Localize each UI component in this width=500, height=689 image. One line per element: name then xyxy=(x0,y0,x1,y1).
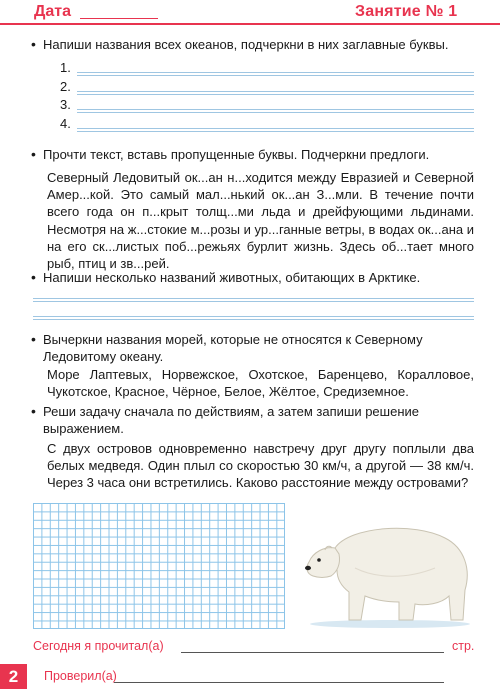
bullet-icon: • xyxy=(31,331,36,347)
task-oceans xyxy=(31,36,481,53)
grid-workspace[interactable] xyxy=(33,503,285,629)
answer-line-3[interactable] xyxy=(77,109,474,113)
problem-text: С двух островов одновременно навстречу друг другу поплыли два белых медведя. Один плыл со скоростью 30 км/ч, а другой — 38 км/ч. Через 3 часа они встретились. Каково расстояние между островами? xyxy=(47,441,474,491)
answer-line-1[interactable] xyxy=(77,72,474,76)
lesson-no-sign: № xyxy=(425,3,444,20)
bullet-icon: • xyxy=(31,403,36,419)
answer-line-label-3: 3. xyxy=(60,97,71,112)
lesson-number: 1 xyxy=(448,3,458,20)
header-divider xyxy=(0,23,500,25)
answer-line-label-1: 1. xyxy=(60,60,71,75)
task-animals-prompt: Напиши несколько названий животных, обитающих в Арктике. xyxy=(43,270,421,285)
page-number: 2 xyxy=(0,664,27,689)
answer-line-4[interactable] xyxy=(77,128,474,132)
task-reading-prompt: Прочти текст, вставь пропущенные буквы. Подчеркни предлоги. xyxy=(43,147,430,162)
task-reading xyxy=(31,146,481,163)
bullet-icon: • xyxy=(31,269,36,285)
bullet-icon: • xyxy=(31,146,36,162)
answer-line-label-2: 2. xyxy=(60,79,71,94)
today-read-field[interactable] xyxy=(181,652,444,653)
date-field[interactable] xyxy=(80,18,158,19)
seas-list: Море Лаптевых, Норвежское, Охотское, Баренцево, Коралловое, Чукотское, Красное, Чёрное, Белое, Жёлтое, Средиземное. xyxy=(47,367,474,400)
today-read-label: Сегодня я прочитал(а) xyxy=(33,639,164,653)
page-header xyxy=(0,3,500,25)
task-seas xyxy=(31,331,481,365)
answer-line-label-4: 4. xyxy=(60,116,71,131)
answer-line-2[interactable] xyxy=(77,91,474,95)
task-problem-prompt: Реши задачу сначала по действиям, а затем запиши решение выражением. xyxy=(43,404,419,436)
lesson-title xyxy=(355,3,457,21)
reading-text: Северный Ледовитый ок...ан н...ходится между Евразией и Северной Амер...кой. Это самый мал...нький ок...ан З...мли. В течение почти всего года он п...крыт толщ...ми льда и дрейфующими льдинами. Несмотря на ж...стокие м...розы и ур...ганные ветры, в водах ок...ана и на его ск...листых поб...режьях бурлит жизнь. Здесь об...тает много рыб, птиц и зв...рей. xyxy=(47,170,474,272)
task-oceans-prompt: Напиши названия всех океанов, подчеркни в них заглавные буквы. xyxy=(43,37,449,52)
task-seas-prompt: Вычеркни названия морей, которые не относятся к Северному Ледовитому океану. xyxy=(43,332,423,364)
polar-bear-illustration xyxy=(295,508,475,628)
task-animals xyxy=(31,269,481,286)
lesson-label: Занятие xyxy=(355,3,421,20)
date-label: Дата xyxy=(34,3,72,20)
pages-abbr: стр. xyxy=(452,639,475,653)
animals-answer-line-1[interactable] xyxy=(33,298,474,302)
checked-by-field[interactable] xyxy=(114,682,444,683)
checked-by-label: Проверил(а) xyxy=(44,669,117,683)
task-problem xyxy=(31,403,481,437)
bullet-icon: • xyxy=(31,36,36,52)
animals-answer-line-2[interactable] xyxy=(33,316,474,320)
